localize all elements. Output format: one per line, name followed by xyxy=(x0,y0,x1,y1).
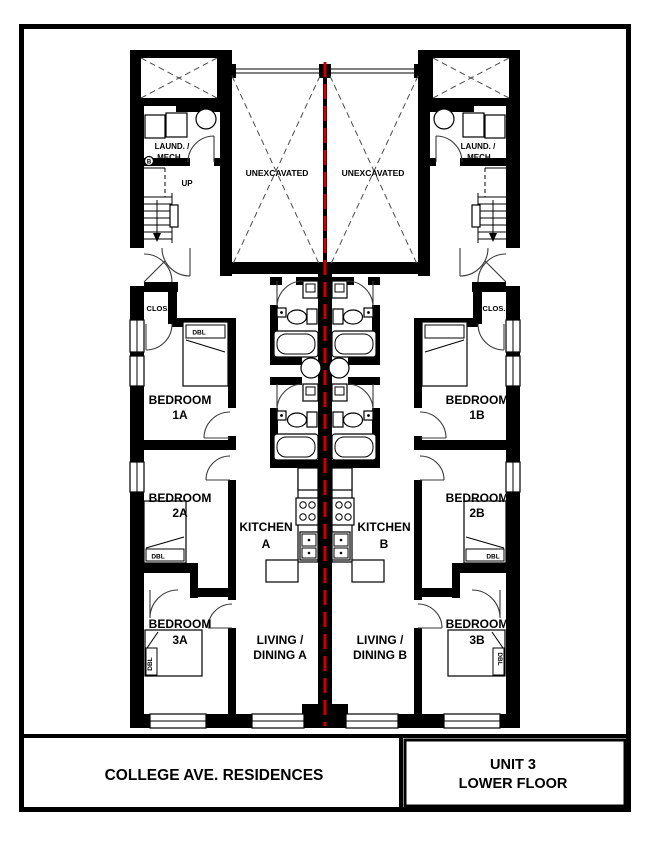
room-label-closet-b: CLOS. xyxy=(482,304,506,313)
room-label-living-a-1: LIVING / xyxy=(256,633,304,647)
stairs-up-label: UP xyxy=(181,179,193,188)
room-label-living-b-2: DINING B xyxy=(353,648,407,662)
project-title: COLLEGE AVE. RESIDENCES xyxy=(104,767,324,784)
room-label-unexcavated-a: UNEXCAVATED xyxy=(245,168,309,178)
bed-tag-3a: DBL xyxy=(147,657,154,671)
room-label-bedroom-1b-2: 1B xyxy=(469,408,485,422)
room-label-bedroom-2b-2: 2B xyxy=(469,506,485,520)
room-label-laundry-a-1: LAUND. / xyxy=(154,142,190,151)
room-label-kitchen-a-1: KITCHEN xyxy=(239,520,293,534)
room-label-bedroom-2b-1: BEDROOM xyxy=(445,491,509,505)
room-label-bedroom-2a-2: 2A xyxy=(172,506,188,520)
crawl-space-left xyxy=(141,58,217,98)
bed-tag-2a: DBL xyxy=(151,553,165,561)
room-label-bedroom-1a-1: BEDROOM xyxy=(148,393,212,407)
bed-1b xyxy=(422,322,467,386)
room-label-laundry-b-1: LAUND. / xyxy=(460,142,496,151)
entry-gap-left xyxy=(130,248,144,286)
room-label-bedroom-1b-1: BEDROOM xyxy=(445,393,509,407)
room-label-closet-a: CLOS. xyxy=(146,304,170,313)
room-label-bedroom-3b-1: BEDROOM xyxy=(445,617,509,631)
room-label-bedroom-1a-2: 1A xyxy=(172,408,188,422)
room-label-bedroom-2a-1: BEDROOM xyxy=(148,491,212,505)
entry-gap-right xyxy=(506,248,520,286)
sheet-unit-label: UNIT 3 xyxy=(490,757,536,773)
bed-tag-1a: DBL xyxy=(192,329,206,337)
bed-tag-3b: DBL xyxy=(496,652,503,666)
stove-a xyxy=(296,498,318,525)
room-label-bedroom-3a-1: BEDROOM xyxy=(148,617,212,631)
room-label-living-a-2: DINING A xyxy=(253,648,307,662)
water-heater-b xyxy=(329,358,349,378)
water-heater-a xyxy=(301,358,321,378)
room-label-bedroom-3a-2: 3A xyxy=(172,633,188,647)
bed-tag-2b: DBL xyxy=(486,553,500,561)
sheet-floor-label: LOWER FLOOR xyxy=(458,776,568,792)
room-label-bedroom-3b-2: 3B xyxy=(469,633,485,647)
room-label-kitchen-a-2: A xyxy=(261,537,271,551)
room-label-kitchen-b-1: KITCHEN xyxy=(357,520,411,534)
drain-tag: B xyxy=(146,159,152,166)
stove-b xyxy=(332,498,354,525)
crawl-space-right xyxy=(433,58,509,98)
room-label-kitchen-b-2: B xyxy=(379,537,389,551)
room-label-laundry-b-2: MECH. xyxy=(467,153,493,162)
room-label-living-b-1: LIVING / xyxy=(356,633,404,647)
room-label-laundry-a-2: MECH. xyxy=(157,153,183,162)
room-label-unexcavated-b: UNEXCAVATED xyxy=(341,168,405,178)
